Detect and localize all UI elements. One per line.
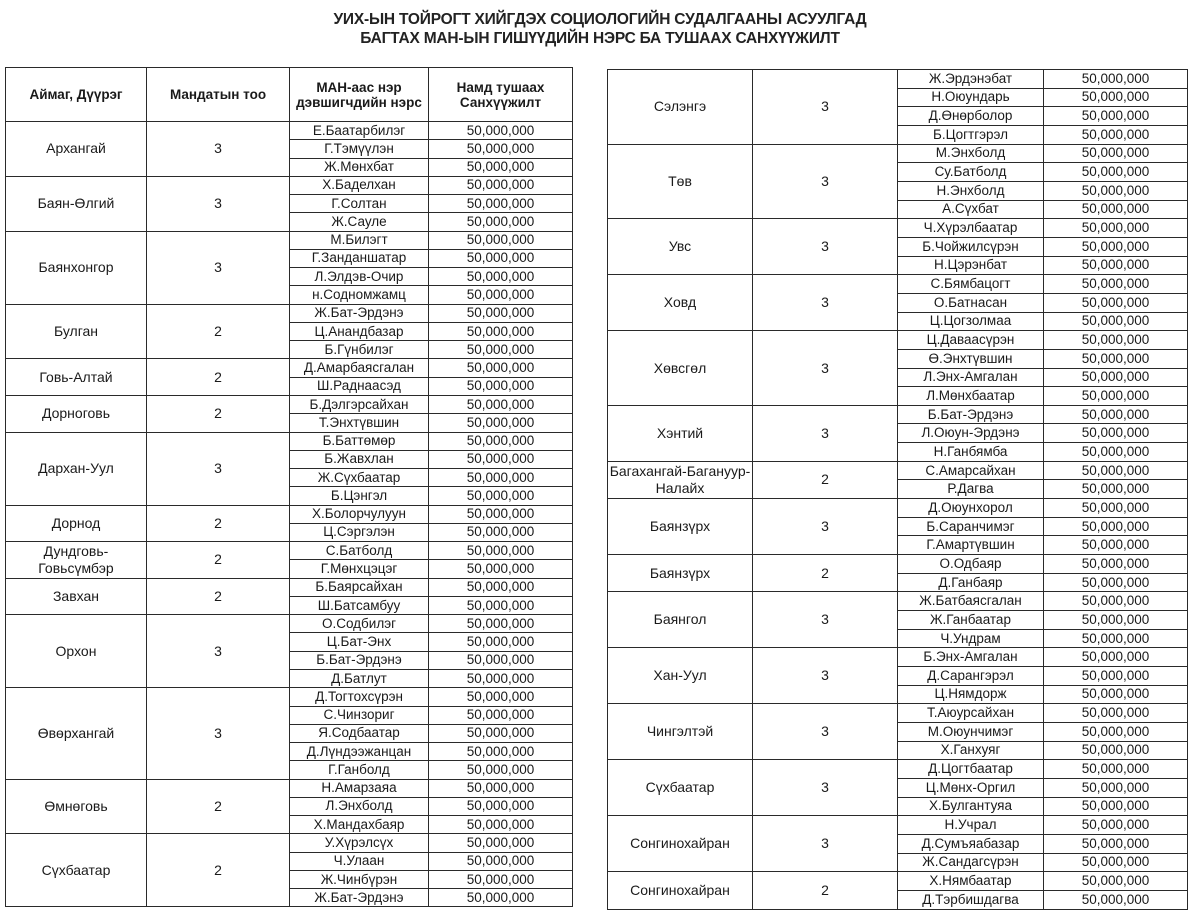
region-cell: Өвөрхангай — [6, 688, 147, 779]
table-row — [608, 70, 1188, 89]
region-cell: Завхан — [6, 578, 147, 615]
nominee-name-cell: У.Хүрэлсүх — [290, 834, 429, 852]
funding-amount-cell: 50,000,000 — [429, 341, 573, 359]
nominee-name-cell: Су.Батболд — [898, 163, 1044, 182]
mandate-count-cell: 3 — [753, 760, 898, 816]
nominee-name-cell: Ц.Мөнх-Оргил — [898, 778, 1044, 797]
region-cell: Дорнод — [6, 505, 147, 542]
mandate-count-cell: 3 — [753, 648, 898, 704]
funding-amount-cell: 50,000,000 — [429, 231, 573, 249]
table-row — [608, 592, 1188, 611]
table-row — [6, 542, 573, 560]
nominee-name-cell: Л.Энх-Амгалан — [898, 368, 1044, 387]
nominee-name-cell: А.Сүхбат — [898, 200, 1044, 219]
funding-amount-cell: 50,000,000 — [1044, 872, 1188, 891]
nominee-name-cell: Х.Нямбаатар — [898, 872, 1044, 891]
nominee-name-cell: Ж.Сауле — [290, 213, 429, 231]
funding-amount-cell: 50,000,000 — [1044, 685, 1188, 704]
table-row — [608, 275, 1188, 294]
nominee-name-cell: Б.Саранчимэг — [898, 517, 1044, 536]
funding-amount-cell: 50,000,000 — [1044, 219, 1188, 238]
region-cell: Ховд — [608, 275, 753, 331]
table-row — [6, 688, 573, 706]
funding-amount-cell: 50,000,000 — [429, 140, 573, 158]
table-row — [608, 816, 1188, 835]
nominee-name-cell: Н.Энхболд — [898, 181, 1044, 200]
nominee-name-cell: Ц.Цогзолмаа — [898, 312, 1044, 331]
funding-amount-cell: 50,000,000 — [1044, 405, 1188, 424]
funding-amount-cell: 50,000,000 — [429, 743, 573, 761]
nominee-name-cell: М.Оюунчимэг — [898, 722, 1044, 741]
funding-amount-cell: 50,000,000 — [1044, 88, 1188, 107]
table-row — [6, 505, 573, 523]
mandate-count-cell: 3 — [147, 688, 290, 779]
funding-amount-cell: 50,000,000 — [429, 870, 573, 888]
funding-amount-cell: 50,000,000 — [1044, 648, 1188, 667]
funding-amount-cell: 50,000,000 — [1044, 704, 1188, 723]
nominee-name-cell: Ж.Бат-Эрдэнэ — [290, 304, 429, 322]
table-row — [6, 231, 573, 249]
nominee-name-cell: Х.Баделхан — [290, 176, 429, 194]
mandate-count-cell: 2 — [147, 359, 290, 396]
region-cell: Чингэлтэй — [608, 704, 753, 760]
funding-amount-cell: 50,000,000 — [1044, 741, 1188, 760]
funding-amount-cell: 50,000,000 — [1044, 312, 1188, 331]
table-row — [6, 176, 573, 194]
funding-amount-cell: 50,000,000 — [1044, 200, 1188, 219]
funding-amount-cell: 50,000,000 — [1044, 778, 1188, 797]
mandate-count-cell: 3 — [147, 432, 290, 505]
nominee-name-cell: Л.Мөнхбаатар — [898, 387, 1044, 406]
mandate-count-cell: 2 — [147, 779, 290, 834]
nominee-name-cell: Н.Учрал — [898, 816, 1044, 835]
funding-amount-cell: 50,000,000 — [429, 469, 573, 487]
table-row — [608, 872, 1188, 891]
nominee-name-cell: Ц.Даваасүрэн — [898, 331, 1044, 350]
nominee-name-cell: Ө.Энхтүвшин — [898, 349, 1044, 368]
mandate-count-cell: 2 — [147, 542, 290, 579]
mandate-count-cell: 3 — [753, 331, 898, 406]
table-row — [608, 461, 1188, 480]
table-row — [6, 304, 573, 322]
region-cell: Баянхонгор — [6, 231, 147, 304]
nominee-name-cell: Д.Сумъяабазар — [898, 834, 1044, 853]
header-region: Аймаг, Дүүрэг — [6, 68, 147, 122]
funding-amount-cell: 50,000,000 — [429, 414, 573, 432]
funding-amount-cell: 50,000,000 — [429, 523, 573, 541]
funding-amount-cell: 50,000,000 — [429, 505, 573, 523]
funding-amount-cell: 50,000,000 — [429, 432, 573, 450]
mandate-count-cell: 2 — [147, 304, 290, 359]
funding-amount-cell: 50,000,000 — [1044, 331, 1188, 350]
nominee-name-cell: Х.Мандахбаяр — [290, 816, 429, 834]
region-cell: Говь-Алтай — [6, 359, 147, 396]
funding-amount-cell: 50,000,000 — [1044, 163, 1188, 182]
table-row — [6, 615, 573, 633]
nominee-name-cell: Н.Оюундарь — [898, 88, 1044, 107]
left-candidates-table — [5, 67, 573, 907]
nominee-name-cell: Г.Солтан — [290, 195, 429, 213]
region-cell: Сонгинохайран — [608, 816, 753, 872]
nominee-name-cell: Д.Амарбаясгалан — [290, 359, 429, 377]
region-cell: Сонгинохайран — [608, 872, 753, 909]
funding-amount-cell: 50,000,000 — [429, 542, 573, 560]
nominee-name-cell: О.Батнасан — [898, 293, 1044, 312]
table-row — [6, 395, 573, 413]
funding-amount-cell: 50,000,000 — [1044, 611, 1188, 630]
nominee-name-cell: Д.Тогтохсүрэн — [290, 688, 429, 706]
nominee-name-cell: Ш.Батсамбуу — [290, 596, 429, 614]
funding-amount-cell: 50,000,000 — [429, 359, 573, 377]
funding-amount-cell: 50,000,000 — [429, 195, 573, 213]
region-cell: Хан-Уул — [608, 648, 753, 704]
nominee-name-cell: Х.Болорчулуун — [290, 505, 429, 523]
nominee-name-cell: Б.Жавхлан — [290, 450, 429, 468]
nominee-name-cell: Ж.Сүхбаатар — [290, 469, 429, 487]
funding-amount-cell: 50,000,000 — [1044, 555, 1188, 574]
nominee-name-cell: Ц.Анандбазар — [290, 322, 429, 340]
funding-amount-cell: 50,000,000 — [429, 651, 573, 669]
funding-amount-cell: 50,000,000 — [1044, 349, 1188, 368]
funding-amount-cell: 50,000,000 — [1044, 853, 1188, 872]
region-cell: Өмнөговь — [6, 779, 147, 834]
mandate-count-cell: 2 — [147, 395, 290, 432]
table-row — [608, 704, 1188, 723]
nominee-name-cell: Д.Сарангэрэл — [898, 667, 1044, 686]
region-cell: Баянгол — [608, 592, 753, 648]
region-cell: Дундговь-Говьсүмбэр — [6, 542, 147, 579]
funding-amount-cell: 50,000,000 — [429, 834, 573, 852]
funding-amount-cell: 50,000,000 — [1044, 667, 1188, 686]
funding-amount-cell: 50,000,000 — [429, 779, 573, 797]
nominee-name-cell: Ц.Бат-Энх — [290, 633, 429, 651]
funding-amount-cell: 50,000,000 — [1044, 181, 1188, 200]
mandate-count-cell: 2 — [753, 872, 898, 909]
mandate-count-cell: 3 — [753, 704, 898, 760]
table-row — [6, 432, 573, 450]
table-header-row — [6, 68, 573, 122]
header-funding: Намд тушаах Санхүүжилт — [429, 68, 573, 122]
mandate-count-cell: 2 — [753, 461, 898, 498]
funding-amount-cell: 50,000,000 — [429, 615, 573, 633]
nominee-name-cell: Г.Мөнхцэцэг — [290, 560, 429, 578]
nominee-name-cell: С.Амарсайхан — [898, 461, 1044, 480]
nominee-name-cell: О.Одбаяр — [898, 555, 1044, 574]
mandate-count-cell: 3 — [753, 592, 898, 648]
funding-amount-cell: 50,000,000 — [429, 304, 573, 322]
table-row — [608, 499, 1188, 518]
funding-amount-cell: 50,000,000 — [429, 158, 573, 176]
table-row — [608, 144, 1188, 163]
funding-amount-cell: 50,000,000 — [429, 268, 573, 286]
mandate-count-cell: 3 — [753, 70, 898, 145]
funding-amount-cell: 50,000,000 — [429, 578, 573, 596]
table-row — [6, 122, 573, 140]
nominee-name-cell: М.Билэгт — [290, 231, 429, 249]
nominee-name-cell: Т.Аюурсайхан — [898, 704, 1044, 723]
funding-amount-cell: 50,000,000 — [1044, 517, 1188, 536]
nominee-name-cell: Ч.Ундрам — [898, 629, 1044, 648]
funding-amount-cell: 50,000,000 — [1044, 816, 1188, 835]
nominee-name-cell: Д.Оюунхорол — [898, 499, 1044, 518]
nominee-name-cell: Б.Баярсайхан — [290, 578, 429, 596]
nominee-name-cell: Р.Дагва — [898, 480, 1044, 499]
funding-amount-cell: 50,000,000 — [429, 633, 573, 651]
nominee-name-cell: М.Энхболд — [898, 144, 1044, 163]
funding-amount-cell: 50,000,000 — [1044, 368, 1188, 387]
header-nominees: МАН-аас нэр дэвшигчдийн нэрс — [290, 68, 429, 122]
header-mandates: Мандатын тоо — [147, 68, 290, 122]
region-cell: Сүхбаатар — [6, 834, 147, 907]
title-line-2: БАГТАХ МАН-ЫН ГИШҮҮДИЙН НЭРС БА ТУШААХ САНХҮҮЖИЛТ — [360, 30, 840, 47]
funding-amount-cell: 50,000,000 — [1044, 443, 1188, 462]
nominee-name-cell: О.Содбилэг — [290, 615, 429, 633]
nominee-name-cell: С.Чинзориг — [290, 706, 429, 724]
funding-amount-cell: 50,000,000 — [1044, 834, 1188, 853]
funding-amount-cell: 50,000,000 — [429, 213, 573, 231]
funding-amount-cell: 50,000,000 — [1044, 573, 1188, 592]
nominee-name-cell: Б.Энх-Амгалан — [898, 648, 1044, 667]
nominee-name-cell: Ж.Сандагсүрэн — [898, 853, 1044, 872]
nominee-name-cell: Т.Энхтүвшин — [290, 414, 429, 432]
mandate-count-cell: 3 — [753, 816, 898, 872]
nominee-name-cell: Д.Ганбаяр — [898, 573, 1044, 592]
region-cell: Багахангай-Багануур-Налайх — [608, 461, 753, 498]
funding-amount-cell: 50,000,000 — [429, 395, 573, 413]
mandate-count-cell: 2 — [147, 578, 290, 615]
funding-amount-cell: 50,000,000 — [429, 761, 573, 779]
funding-amount-cell: 50,000,000 — [1044, 629, 1188, 648]
region-cell: Увс — [608, 219, 753, 275]
table-row — [608, 405, 1188, 424]
nominee-name-cell: Г.Амартүвшин — [898, 536, 1044, 555]
nominee-name-cell: н.Содномжамц — [290, 286, 429, 304]
region-cell: Дорноговь — [6, 395, 147, 432]
nominee-name-cell: Л.Элдэв-Очир — [290, 268, 429, 286]
mandate-count-cell: 3 — [753, 219, 898, 275]
funding-amount-cell: 50,000,000 — [1044, 890, 1188, 909]
funding-amount-cell: 50,000,000 — [1044, 70, 1188, 89]
mandate-count-cell: 2 — [147, 505, 290, 542]
table-row — [6, 834, 573, 852]
nominee-name-cell: Г.Занданшатар — [290, 249, 429, 267]
mandate-count-cell: 2 — [753, 555, 898, 592]
funding-amount-cell: 50,000,000 — [1044, 144, 1188, 163]
nominee-name-cell: Н.Амарзаяа — [290, 779, 429, 797]
funding-amount-cell: 50,000,000 — [1044, 293, 1188, 312]
funding-amount-cell: 50,000,000 — [429, 669, 573, 687]
nominee-name-cell: Ц.Сэргэлэн — [290, 523, 429, 541]
nominee-name-cell: Ч.Хүрэлбаатар — [898, 219, 1044, 238]
funding-amount-cell: 50,000,000 — [429, 122, 573, 140]
nominee-name-cell: Д.Тэрбишдагва — [898, 890, 1044, 909]
title-line-1: УИХ-ЫН ТОЙРОГТ ХИЙГДЭХ СОЦИОЛОГИЙН СУДАЛГААНЫ АСУУЛГАД — [333, 11, 867, 28]
funding-amount-cell: 50,000,000 — [429, 688, 573, 706]
funding-amount-cell: 50,000,000 — [1044, 275, 1188, 294]
document-title — [0, 10, 1200, 48]
nominee-name-cell: Д.Өнөрболор — [898, 107, 1044, 126]
nominee-name-cell: Х.Булгантуяа — [898, 797, 1044, 816]
mandate-count-cell: 3 — [753, 144, 898, 219]
nominee-name-cell: Г.Тэмүүлэн — [290, 140, 429, 158]
nominee-name-cell: Н.Цэрэнбат — [898, 256, 1044, 275]
funding-amount-cell: 50,000,000 — [429, 176, 573, 194]
region-cell: Баянзүрх — [608, 499, 753, 555]
funding-amount-cell: 50,000,000 — [1044, 480, 1188, 499]
funding-amount-cell: 50,000,000 — [1044, 107, 1188, 126]
funding-amount-cell: 50,000,000 — [429, 797, 573, 815]
nominee-name-cell: Я.Содбаатар — [290, 724, 429, 742]
mandate-count-cell: 3 — [753, 499, 898, 555]
nominee-name-cell: Л.Энхболд — [290, 797, 429, 815]
funding-amount-cell: 50,000,000 — [1044, 237, 1188, 256]
funding-amount-cell: 50,000,000 — [429, 249, 573, 267]
region-cell: Хэнтий — [608, 405, 753, 461]
right-table-body — [608, 70, 1188, 910]
mandate-count-cell: 3 — [753, 405, 898, 461]
funding-amount-cell: 50,000,000 — [429, 596, 573, 614]
nominee-name-cell: Н.Ганбямба — [898, 443, 1044, 462]
nominee-name-cell: Ж.Батбаясгалан — [898, 592, 1044, 611]
region-cell: Баян-Өлгий — [6, 176, 147, 231]
funding-amount-cell: 50,000,000 — [1044, 461, 1188, 480]
funding-amount-cell: 50,000,000 — [1044, 125, 1188, 144]
funding-amount-cell: 50,000,000 — [1044, 592, 1188, 611]
nominee-name-cell: Ж.Бат-Эрдэнэ — [290, 889, 429, 907]
table-row — [608, 760, 1188, 779]
region-cell: Хөвсгөл — [608, 331, 753, 406]
region-cell: Баянзүрх — [608, 555, 753, 592]
region-cell: Сэлэнгэ — [608, 70, 753, 145]
nominee-name-cell: Л.Оюун-Эрдэнэ — [898, 424, 1044, 443]
nominee-name-cell: Б.Чойжилсүрэн — [898, 237, 1044, 256]
nominee-name-cell: Ж.Чинбүрэн — [290, 870, 429, 888]
region-cell: Төв — [608, 144, 753, 219]
nominee-name-cell: Ж.Эрдэнэбат — [898, 70, 1044, 89]
funding-amount-cell: 50,000,000 — [1044, 387, 1188, 406]
table-row — [6, 578, 573, 596]
mandate-count-cell: 3 — [147, 615, 290, 688]
table-row — [6, 359, 573, 377]
region-cell: Булган — [6, 304, 147, 359]
funding-amount-cell: 50,000,000 — [429, 852, 573, 870]
funding-amount-cell: 50,000,000 — [1044, 536, 1188, 555]
funding-amount-cell: 50,000,000 — [429, 487, 573, 505]
table-row — [608, 331, 1188, 350]
nominee-name-cell: Х.Ганхуяг — [898, 741, 1044, 760]
funding-amount-cell: 50,000,000 — [429, 322, 573, 340]
nominee-name-cell: Б.Цогтгэрэл — [898, 125, 1044, 144]
region-cell: Сүхбаатар — [608, 760, 753, 816]
region-cell: Дархан-Уул — [6, 432, 147, 505]
nominee-name-cell: Б.Бат-Эрдэнэ — [898, 405, 1044, 424]
nominee-name-cell: Ж.Ганбаатар — [898, 611, 1044, 630]
funding-amount-cell: 50,000,000 — [429, 706, 573, 724]
nominee-name-cell: Б.Цэнгэл — [290, 487, 429, 505]
nominee-name-cell: С.Бямбацогт — [898, 275, 1044, 294]
region-cell: Архангай — [6, 122, 147, 177]
mandate-count-cell: 2 — [147, 834, 290, 907]
nominee-name-cell: Б.Гүнбилэг — [290, 341, 429, 359]
table-row — [608, 555, 1188, 574]
table-row — [6, 779, 573, 797]
nominee-name-cell: Д.Цогтбаатар — [898, 760, 1044, 779]
funding-amount-cell: 50,000,000 — [429, 889, 573, 907]
funding-amount-cell: 50,000,000 — [429, 724, 573, 742]
funding-amount-cell: 50,000,000 — [1044, 760, 1188, 779]
funding-amount-cell: 50,000,000 — [1044, 499, 1188, 518]
nominee-name-cell: Е.Баатарбилэг — [290, 122, 429, 140]
funding-amount-cell: 50,000,000 — [429, 560, 573, 578]
nominee-name-cell: Ш.Раднаасэд — [290, 377, 429, 395]
funding-amount-cell: 50,000,000 — [1044, 797, 1188, 816]
funding-amount-cell: 50,000,000 — [429, 286, 573, 304]
table-row — [608, 219, 1188, 238]
left-table-body — [6, 122, 573, 907]
nominee-name-cell: Б.Баттөмөр — [290, 432, 429, 450]
nominee-name-cell: Б.Дэлгэрсайхан — [290, 395, 429, 413]
funding-amount-cell: 50,000,000 — [1044, 424, 1188, 443]
nominee-name-cell: С.Батболд — [290, 542, 429, 560]
mandate-count-cell: 3 — [753, 275, 898, 331]
nominee-name-cell: Д.Лүндээжанцан — [290, 743, 429, 761]
table-row — [608, 648, 1188, 667]
nominee-name-cell: Д.Батлут — [290, 669, 429, 687]
mandate-count-cell: 3 — [147, 122, 290, 177]
funding-amount-cell: 50,000,000 — [429, 816, 573, 834]
right-candidates-table — [607, 69, 1188, 910]
funding-amount-cell: 50,000,000 — [1044, 256, 1188, 275]
nominee-name-cell: Б.Бат-Эрдэнэ — [290, 651, 429, 669]
nominee-name-cell: Ц.Нямдорж — [898, 685, 1044, 704]
nominee-name-cell: Ч.Улаан — [290, 852, 429, 870]
mandate-count-cell: 3 — [147, 176, 290, 231]
funding-amount-cell: 50,000,000 — [1044, 722, 1188, 741]
region-cell: Орхон — [6, 615, 147, 688]
nominee-name-cell: Г.Ганболд — [290, 761, 429, 779]
funding-amount-cell: 50,000,000 — [429, 450, 573, 468]
nominee-name-cell: Ж.Мөнхбат — [290, 158, 429, 176]
funding-amount-cell: 50,000,000 — [429, 377, 573, 395]
mandate-count-cell: 3 — [147, 231, 290, 304]
